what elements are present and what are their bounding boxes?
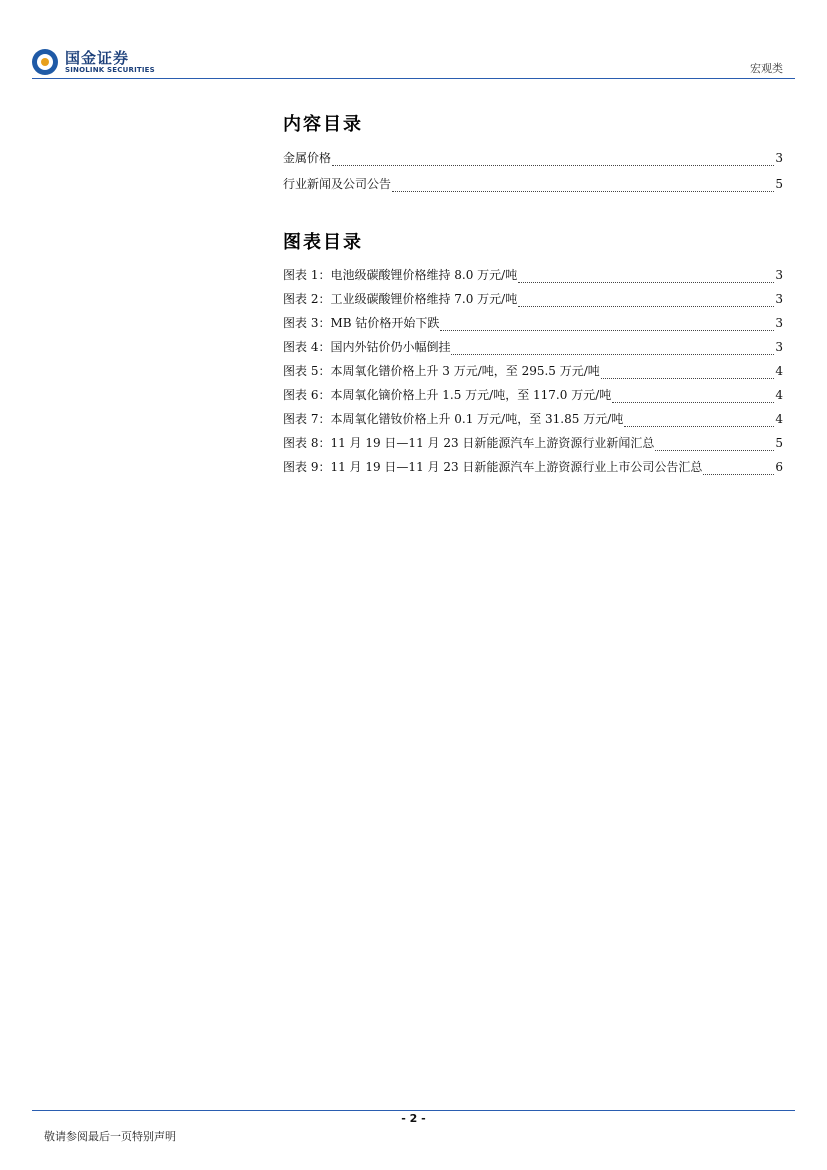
toc-item[interactable] <box>283 149 783 167</box>
dot-leader <box>624 416 774 427</box>
dot-leader <box>392 181 774 192</box>
figure-item[interactable] <box>283 314 783 332</box>
figure-item[interactable] <box>283 362 783 380</box>
figure-item[interactable] <box>283 266 783 284</box>
dot-leader <box>440 320 774 331</box>
page-header <box>0 0 827 82</box>
toc-item-label: 金属价格 <box>283 151 332 165</box>
toc-item[interactable] <box>283 175 783 193</box>
dot-leader <box>655 440 774 451</box>
figure-item-label: 图表 5：本周氧化镨价格上升 3 万元/吨，至 295.5 万元/吨 <box>283 364 600 378</box>
figure-item-label: 图表 2：工业级碳酸锂价格维持 7.0 万元/吨 <box>283 292 518 306</box>
logo-icon <box>32 49 58 75</box>
figure-item[interactable] <box>283 458 783 476</box>
footer-divider <box>32 1110 795 1111</box>
contents-section <box>283 110 783 191</box>
page-number: - 2 - <box>401 1112 426 1125</box>
figure-item-label: 图表 3：MB 钴价格开始下跌 <box>283 316 440 330</box>
dot-leader <box>601 368 775 379</box>
figure-item-label: 图表 4：国内外钴价仍小幅倒挂 <box>283 340 451 354</box>
toc-item-label: 行业新闻及公司公告 <box>283 177 392 191</box>
figure-item-page: 3 <box>775 316 783 330</box>
dot-leader <box>451 344 774 355</box>
dot-leader <box>612 392 774 403</box>
figure-item[interactable] <box>283 338 783 356</box>
figure-item-page: 4 <box>775 388 783 402</box>
figure-item-label: 图表 6：本周氧化镝价格上升 1.5 万元/吨，至 117.0 万元/吨 <box>283 388 612 402</box>
logo-chinese-name: 国金证券 <box>65 49 130 67</box>
figure-item-label: 图表 7：本周氧化镨钕价格上升 0.1 万元/吨，至 31.85 万元/吨 <box>283 412 624 426</box>
figure-item-page: 4 <box>775 412 783 426</box>
dot-leader <box>703 464 774 475</box>
toc-item-page: 5 <box>775 177 783 191</box>
figure-item-label: 图表 1：电池级碳酸锂价格维持 8.0 万元/吨 <box>283 268 518 282</box>
figure-item[interactable] <box>283 290 783 308</box>
dot-leader <box>332 155 774 166</box>
figure-item[interactable] <box>283 434 783 452</box>
dot-leader <box>518 272 774 283</box>
figures-title: 图表目录 <box>283 232 363 253</box>
header-divider <box>32 78 795 79</box>
company-logo <box>32 47 162 77</box>
figure-item-page: 3 <box>775 292 783 306</box>
toc-item-page: 3 <box>775 151 783 165</box>
logo-english-name: SINOLINK SECURITIES <box>65 66 155 74</box>
disclaimer-text: 敬请参阅最后一页特别声明 <box>44 1130 176 1143</box>
figure-item-label: 图表 8：11 月 19 日—11 月 23 日新能源汽车上游资源行业新闻汇总 <box>283 436 655 450</box>
figure-item-page: 6 <box>775 460 783 474</box>
figures-section <box>283 228 783 474</box>
figure-item-page: 4 <box>775 364 783 378</box>
figure-item-label: 图表 9：11 月 19 日—11 月 23 日新能源汽车上游资源行业上市公司公告汇总 <box>283 460 703 474</box>
report-category: 宏观类 <box>750 62 783 75</box>
figure-item[interactable] <box>283 410 783 428</box>
dot-leader <box>518 296 774 307</box>
figure-item-page: 5 <box>775 436 783 450</box>
figure-item-page: 3 <box>775 340 783 354</box>
figure-item-page: 3 <box>775 268 783 282</box>
contents-title: 内容目录 <box>283 114 363 135</box>
figure-item[interactable] <box>283 386 783 404</box>
